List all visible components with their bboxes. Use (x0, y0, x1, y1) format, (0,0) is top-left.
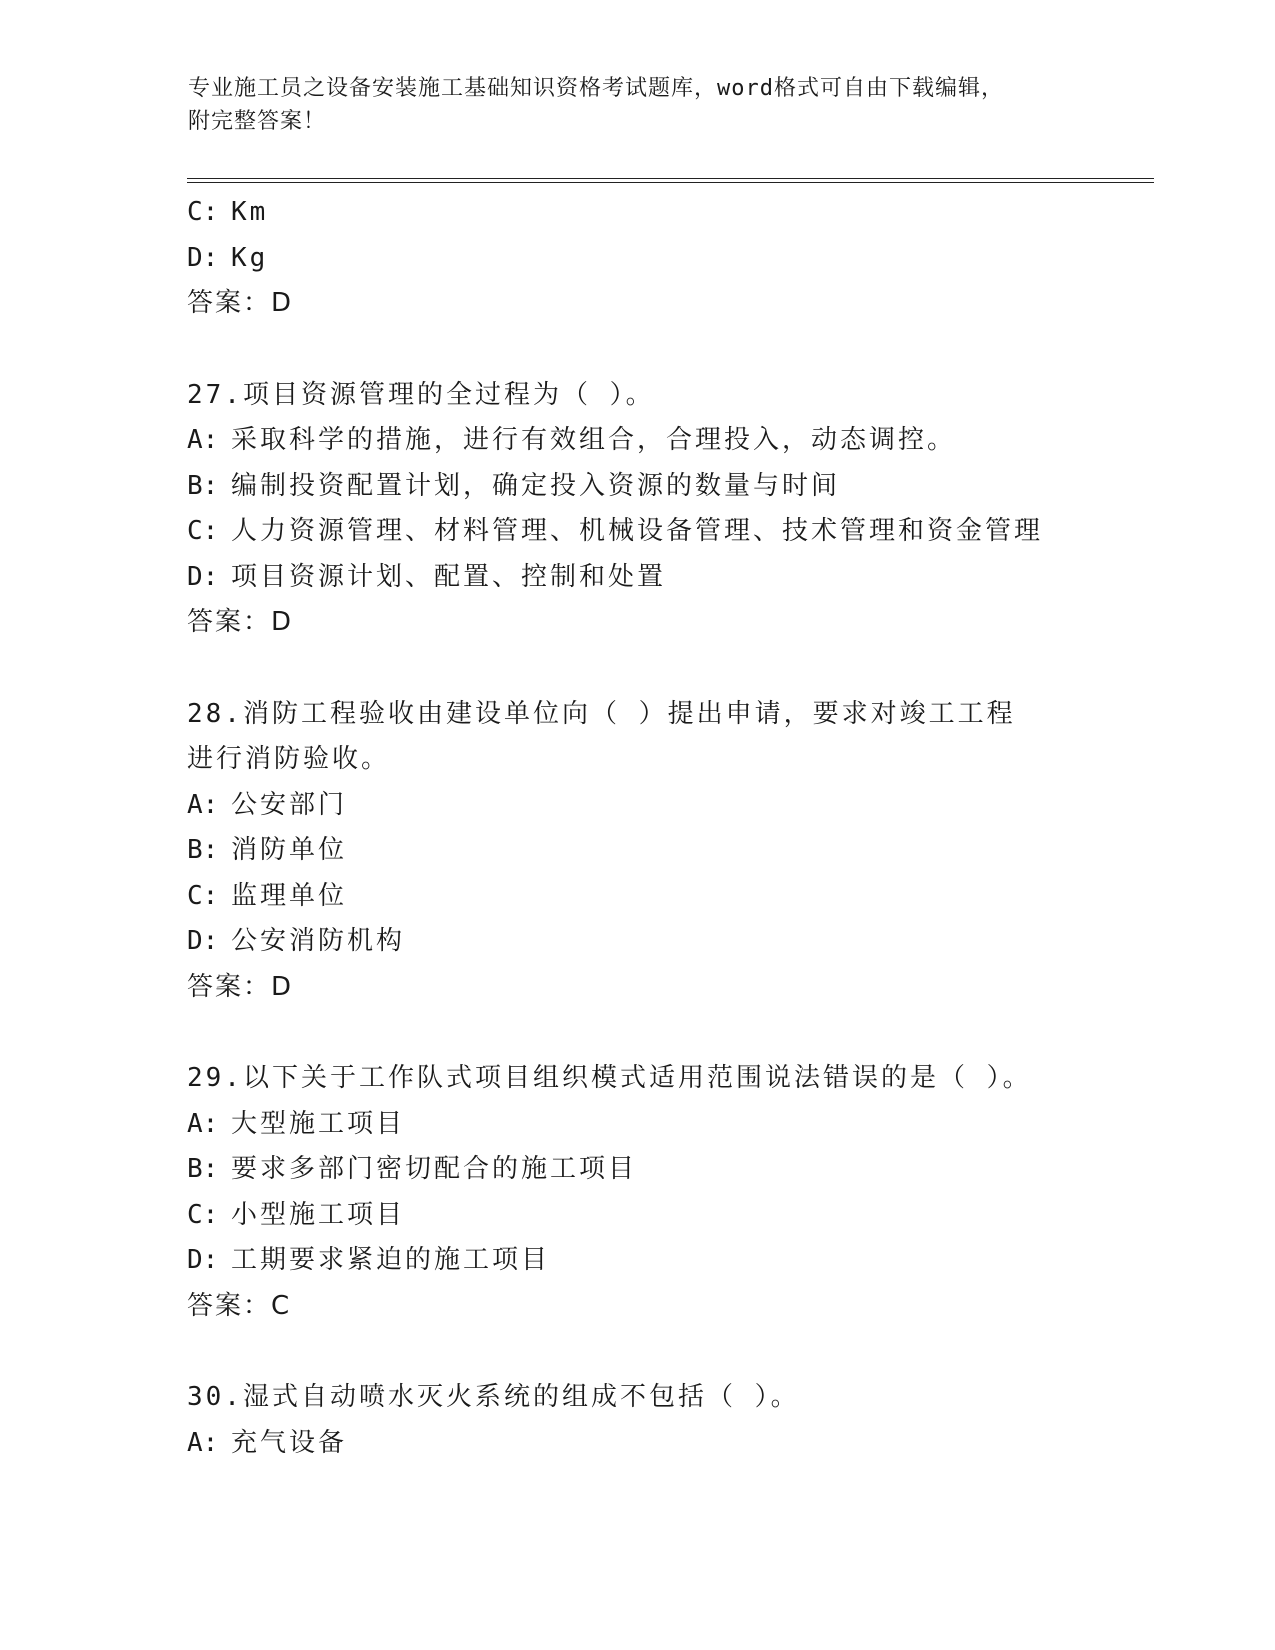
option-text: 监理单位 (231, 880, 348, 911)
option-letter: A: (187, 1427, 219, 1458)
option-text: 公安部门 (231, 789, 348, 820)
option-letter: C: (187, 197, 219, 227)
question-list (187, 190, 1087, 1466)
question-text: 29.以下关于工作队式项目组织模式适用范围说法错误的是（ ）。 (187, 1063, 1032, 1093)
question-block (187, 190, 1087, 327)
option-letter: A: (187, 789, 219, 820)
option-text: 人力资源管理、材料管理、机械设备管理、技术管理和资金管理 (231, 516, 1044, 546)
question-text: 28.消防工程验收由建设单位向（ ）提出申请，要求对竣工工程进行消防验收。 (187, 698, 1016, 774)
option-b (187, 828, 1087, 874)
document-header (188, 72, 1068, 138)
question-block (187, 1056, 1087, 1329)
option-text: 编制投资配置计划，确定投入资源的数量与时间 (231, 470, 841, 501)
option-d (187, 236, 1087, 282)
question-block (187, 1375, 1087, 1466)
option-letter: B: (187, 1154, 219, 1184)
question-block (187, 692, 1087, 1011)
option-c (187, 509, 1087, 555)
header-line-2: 附完整答案！ (188, 109, 327, 134)
question-text: 30.湿式自动喷水灭火系统的组成不包括（ ）。 (187, 1382, 800, 1412)
option-text: 采取科学的措施，进行有效组合，合理投入，动态调控。 (231, 425, 957, 455)
option-letter: D: (187, 926, 219, 956)
option-text: Km (231, 197, 269, 227)
option-letter: D: (187, 242, 219, 273)
option-text: 充气设备 (231, 1427, 348, 1458)
option-text: 工期要求紧迫的施工项目 (231, 1245, 551, 1275)
question-text: 27.项目资源管理的全过程为（ ）。 (187, 379, 655, 410)
option-text: 公安消防机构 (231, 926, 406, 956)
option-text: 小型施工项目 (231, 1199, 406, 1230)
option-letter: D: (187, 1245, 219, 1275)
option-a (187, 1421, 1087, 1467)
option-b (187, 464, 1087, 510)
answer-line: 答案：C (187, 1290, 292, 1321)
option-text: Kg (231, 242, 269, 273)
option-text: 消防单位 (231, 835, 348, 865)
option-d (187, 1238, 1087, 1284)
option-letter: B: (187, 470, 219, 501)
option-letter: C: (187, 516, 219, 546)
option-c (187, 190, 1087, 236)
option-letter: A: (187, 425, 219, 455)
answer-line: 答案：D (187, 288, 294, 318)
header-divider (187, 178, 1154, 183)
option-a (187, 1102, 1087, 1148)
option-b (187, 1147, 1087, 1193)
answer-line: 答案：D (187, 607, 294, 637)
option-d (187, 919, 1087, 965)
option-d (187, 555, 1087, 601)
option-text: 大型施工项目 (231, 1108, 406, 1139)
option-text: 项目资源计划、配置、控制和处置 (231, 561, 667, 592)
option-c (187, 874, 1087, 920)
option-a (187, 783, 1087, 829)
option-letter: C: (187, 1199, 219, 1230)
option-letter: B: (187, 835, 219, 865)
option-letter: A: (187, 1108, 219, 1139)
option-a (187, 418, 1087, 464)
answer-line: 答案：D (187, 971, 294, 1002)
option-letter: D: (187, 561, 219, 592)
option-letter: C: (187, 880, 219, 911)
option-text: 要求多部门密切配合的施工项目 (231, 1154, 638, 1184)
option-c (187, 1193, 1087, 1239)
question-block (187, 373, 1087, 646)
header-line-1: 专业施工员之设备安装施工基础知识资格考试题库，word格式可自由下载编辑， (188, 76, 1004, 101)
